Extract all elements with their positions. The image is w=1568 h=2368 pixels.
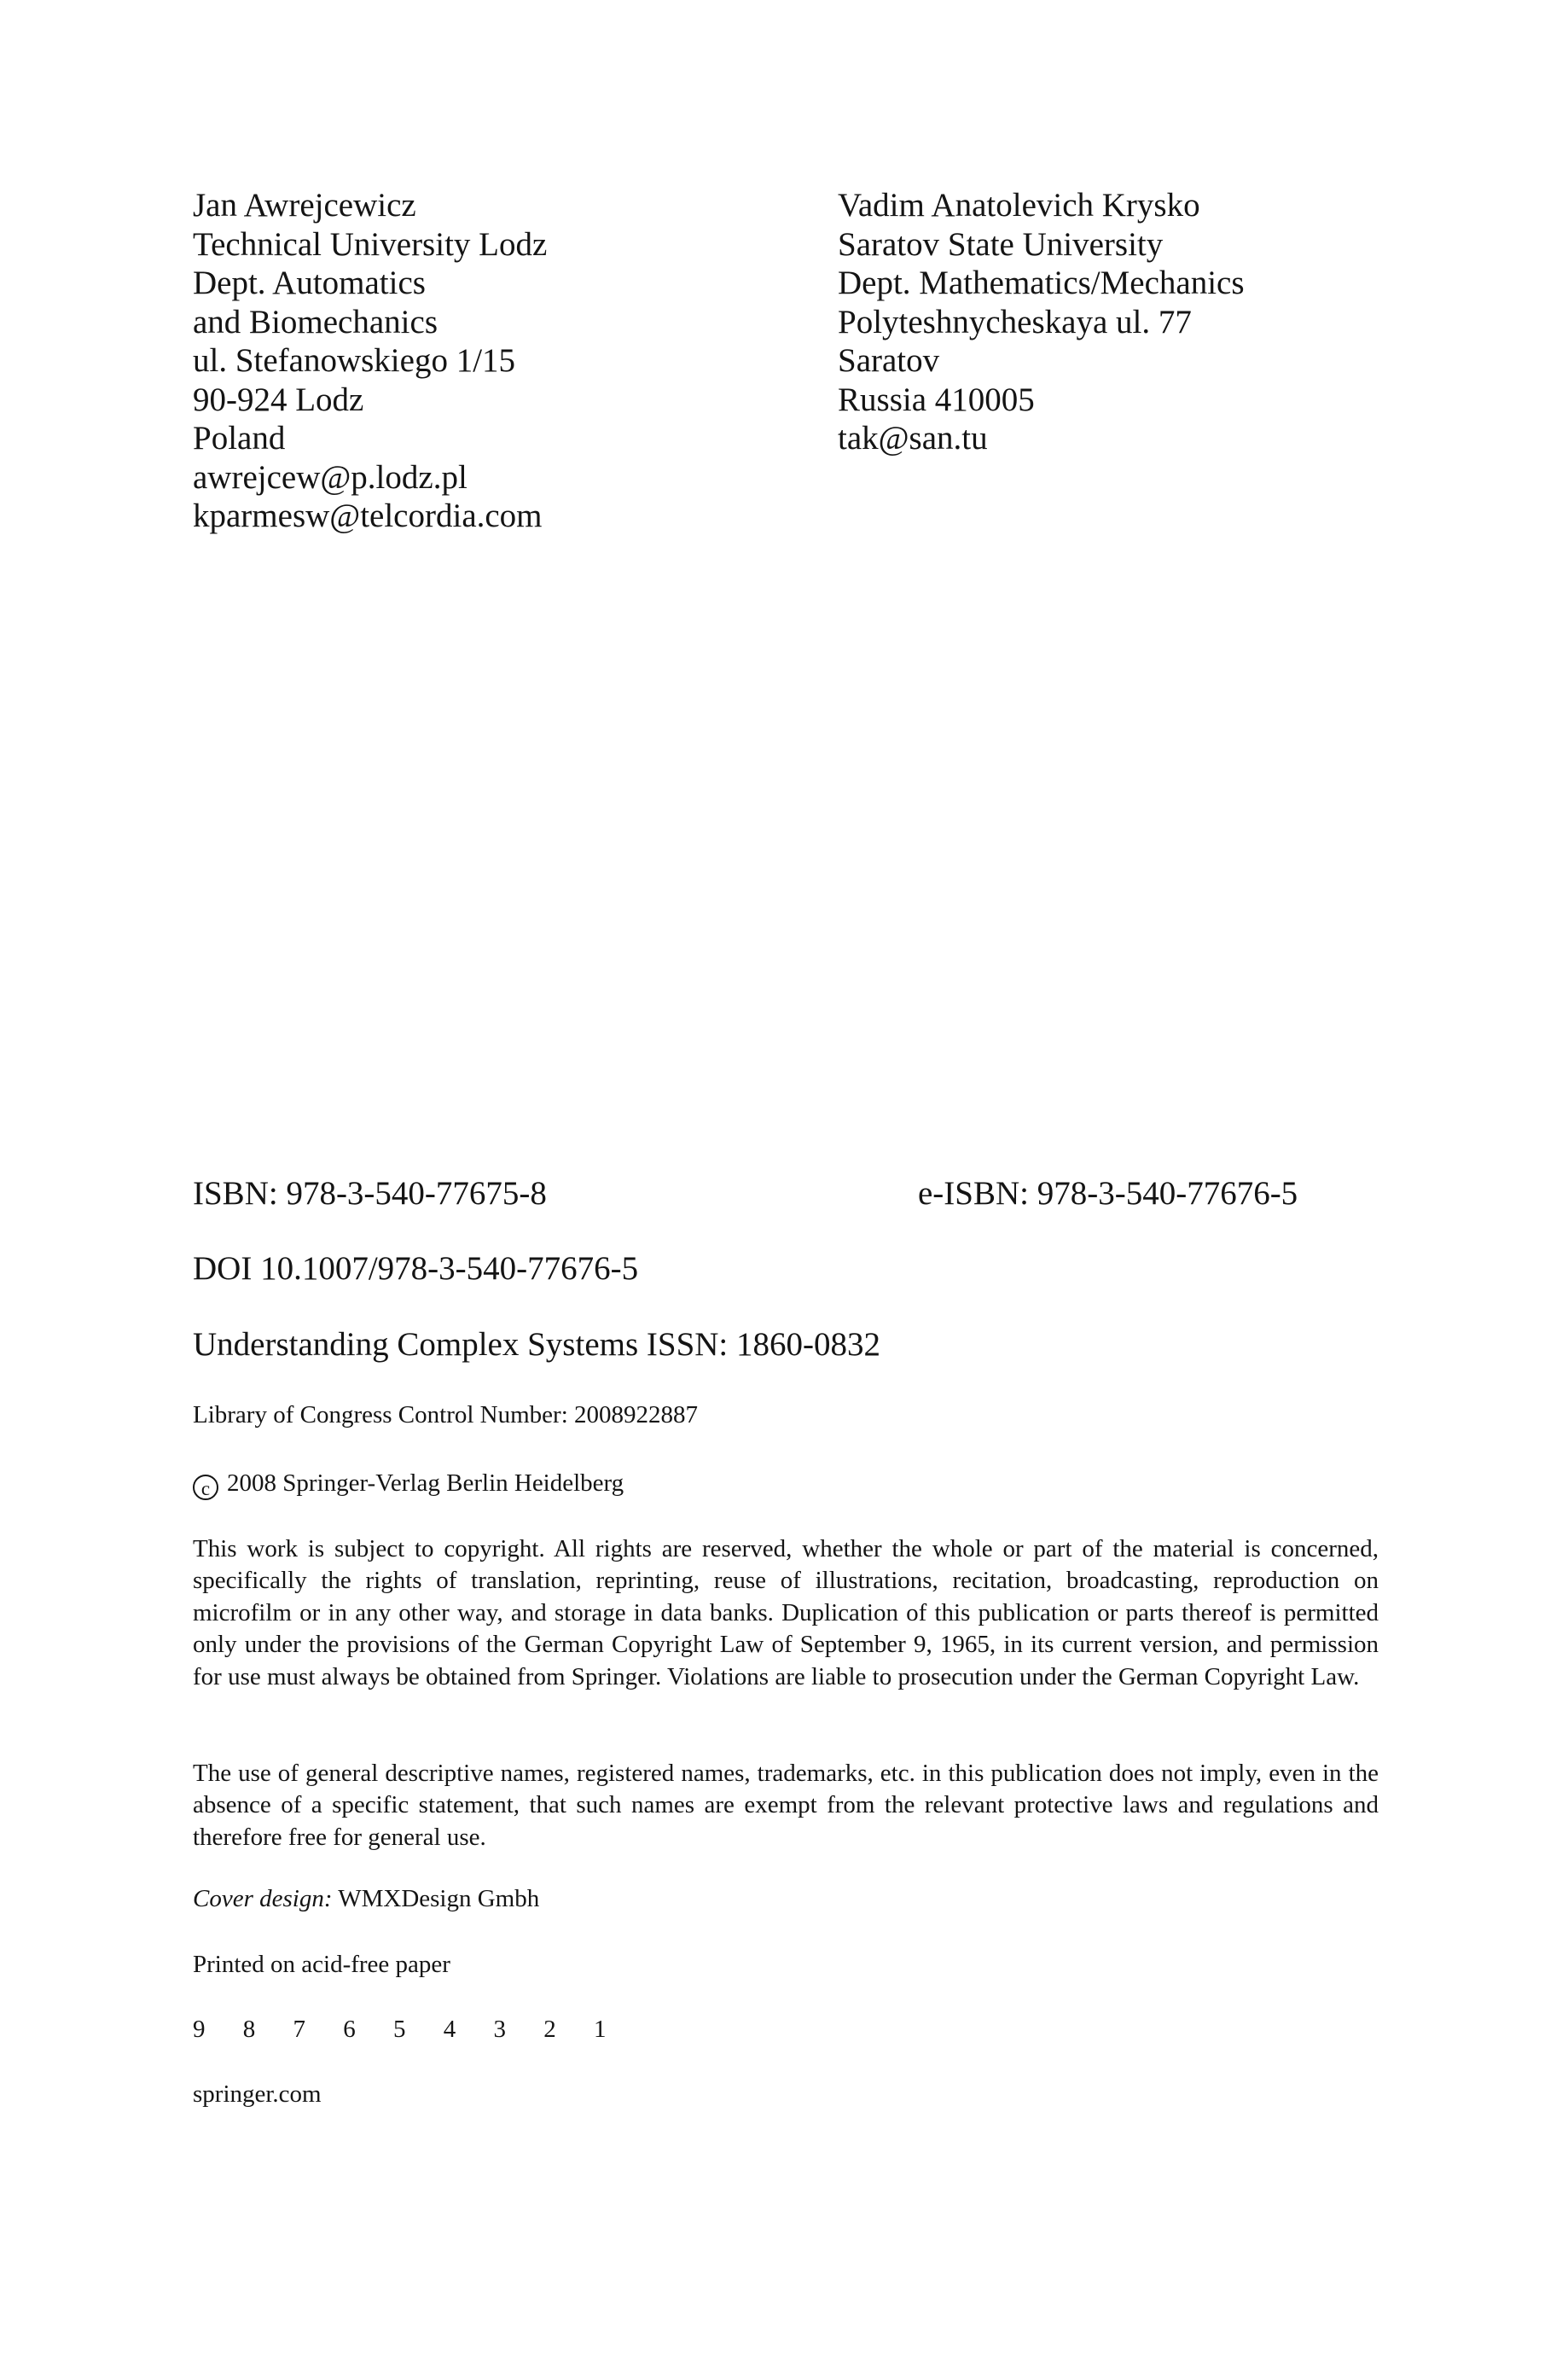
author-street: ul. Stefanowskiego 1/15: [193, 342, 516, 379]
cover-design-credit: [193, 1883, 539, 1915]
author-country: Russia 410005: [838, 381, 1035, 418]
isbn-print: ISBN: 978-3-540-77675-8: [193, 1175, 547, 1212]
doi: DOI 10.1007/978-3-540-77676-5: [193, 1250, 639, 1287]
copyright-notice: This work is subject to copyright. All rights are reserved, whether the whole or part of the material is concerned, specifically the rights of translation, reprinting, reuse of illustrations, recitation, broadcasting, reproduction on microfilm or in any other way, and storage in data banks. Duplication of this publication or parts thereof is permitted only under the provisions of the German Copyright Law of September 9, 1965, in its current version, and permission for use must always be obtained from Springer. Violations are liable to prosecution under the German Copyright Law.: [193, 1535, 1379, 1690]
author-city: 90-924 Lodz: [193, 381, 364, 418]
author-street: Polyteshnycheskaya ul. 77: [838, 303, 1192, 340]
series-issn: Understanding Complex Systems ISSN: 1860-0832: [193, 1326, 880, 1363]
author-department: Dept. Mathematics/Mechanics: [838, 265, 1245, 301]
copyright-text: 2008 Springer-Verlag Berlin Heidelberg: [227, 1469, 624, 1497]
author-institution: Saratov State University: [838, 225, 1164, 263]
trademark-notice: The use of general descriptive names, registered names, trademarks, etc. in this publication does not imply, even in the absence of a specific statement, that such names are exempt from the relevant protective laws and regulations and therefore free for general use.: [193, 1760, 1379, 1851]
copyright-line: [193, 1468, 624, 1500]
author-department-cont: and Biomechanics: [193, 303, 438, 340]
author-department: Dept. Automatics: [193, 265, 426, 301]
publisher-website: springer.com: [193, 2080, 322, 2108]
author-country: Poland: [193, 420, 286, 457]
author-city: Saratov: [838, 342, 940, 379]
author-name: Vadim Anatolevich Krysko: [838, 187, 1200, 224]
isbn-electronic: e-ISBN: 978-3-540-77676-5: [918, 1175, 1298, 1212]
author-address-awrejcewicz: [193, 186, 547, 536]
author-name: Jan Awrejcewicz: [193, 187, 416, 224]
author-address-krysko: [838, 186, 1245, 458]
author-institution: Technical University Lodz: [193, 225, 548, 263]
lccn: Library of Congress Control Number: 2008922887: [193, 1401, 699, 1428]
cover-design-value: WMXDesign Gmbh: [338, 1885, 540, 1912]
author-email-secondary: kparmesw@telcordia.com: [193, 497, 543, 534]
author-email: awrejcew@p.lodz.pl: [193, 458, 467, 496]
author-email: tak@san.tu: [838, 420, 988, 457]
copyright-icon: c: [193, 1475, 218, 1500]
acid-free-note: Printed on acid-free paper: [193, 1951, 450, 1978]
isbn-row: [193, 1174, 1387, 1213]
cover-design-label: Cover design:: [193, 1885, 333, 1912]
printer-key: 9 8 7 6 5 4 3 2 1: [193, 2016, 622, 2043]
